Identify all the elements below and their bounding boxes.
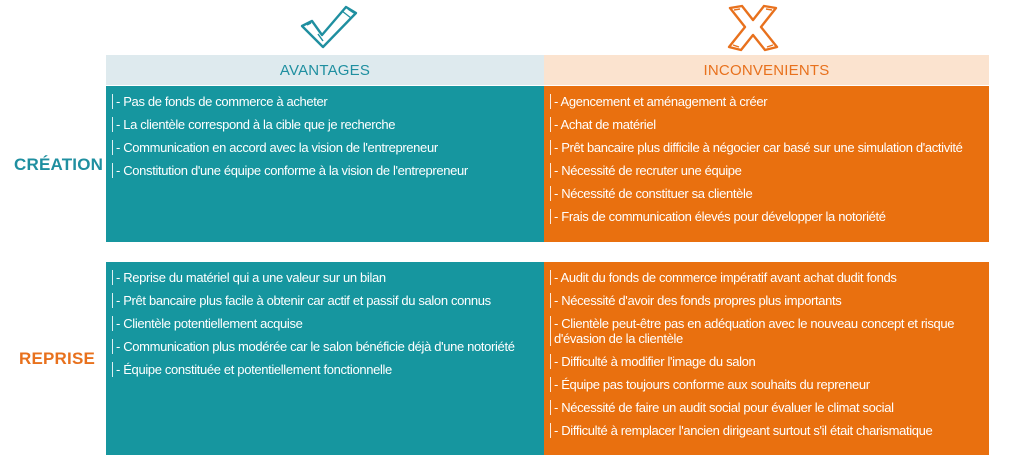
creation-disadvantages-list [550,94,989,224]
creation-advantages-cell [106,86,544,242]
list-item: - Nécessité de recruter une équipe [550,163,974,178]
list-item: - Difficulté à modifier l'image du salon [550,354,974,369]
list-item: - Frais de communication élevés pour développer la notoriété [550,209,974,224]
reprise-disadvantages-list [550,270,989,438]
list-item: - La clientèle correspond à la cible que je recherche [112,117,528,132]
list-item: - Difficulté à remplacer l'ancien dirigeant surtout s'il était charismatique [550,423,974,438]
list-item: - Nécessité d'avoir des fonds propres plus importants [550,293,974,308]
row-label-creation: CRÉATION [14,155,104,174]
list-item: - Constitution d'une équipe conforme à la vision de l'entrepreneur [112,163,528,178]
reprise-advantages-cell [106,262,544,455]
creation-disadvantages-cell [544,86,989,242]
list-item: - Clientèle potentiellement acquise [112,316,528,331]
list-item: - Reprise du matériel qui a une valeur sur un bilan [112,270,528,285]
list-item: - Communication plus modérée car le salon bénéficie déjà d'une notoriété [112,339,528,354]
cross-mark-icon [724,2,782,54]
list-item: - Nécessité de faire un audit social pour évaluer le climat social [550,400,974,415]
reprise-advantages-list [112,270,544,377]
list-item: - Clientèle peut-être pas en adéquation avec le nouveau concept et risque d'évasion de la clientèle [550,316,974,346]
list-item: - Pas de fonds de commerce à acheter [112,94,528,109]
list-item: - Audit du fonds de commerce impératif avant achat dudit fonds [550,270,974,285]
list-item: - Équipe constituée et potentiellement fonctionnelle [112,362,528,377]
advantages-header: AVANTAGES [106,55,544,85]
list-item: - Équipe pas toujours conforme aux souhaits du repreneur [550,377,974,392]
disadvantages-header: INCONVENIENTS [544,55,989,85]
list-item: - Agencement et aménagement à créer [550,94,974,109]
reprise-disadvantages-cell [544,262,989,455]
list-item: - Achat de matériel [550,117,974,132]
list-item: - Prêt bancaire plus difficile à négocier car basé sur une simulation d'activité [550,140,974,155]
row-label-reprise: REPRISE [19,349,96,368]
check-mark-icon [298,4,360,50]
list-item: - Communication en accord avec la vision de l'entrepreneur [112,140,528,155]
creation-advantages-list [112,94,544,178]
list-item: - Nécessité de constituer sa clientèle [550,186,974,201]
list-item: - Prêt bancaire plus facile à obtenir car actif et passif du salon connus [112,293,528,308]
